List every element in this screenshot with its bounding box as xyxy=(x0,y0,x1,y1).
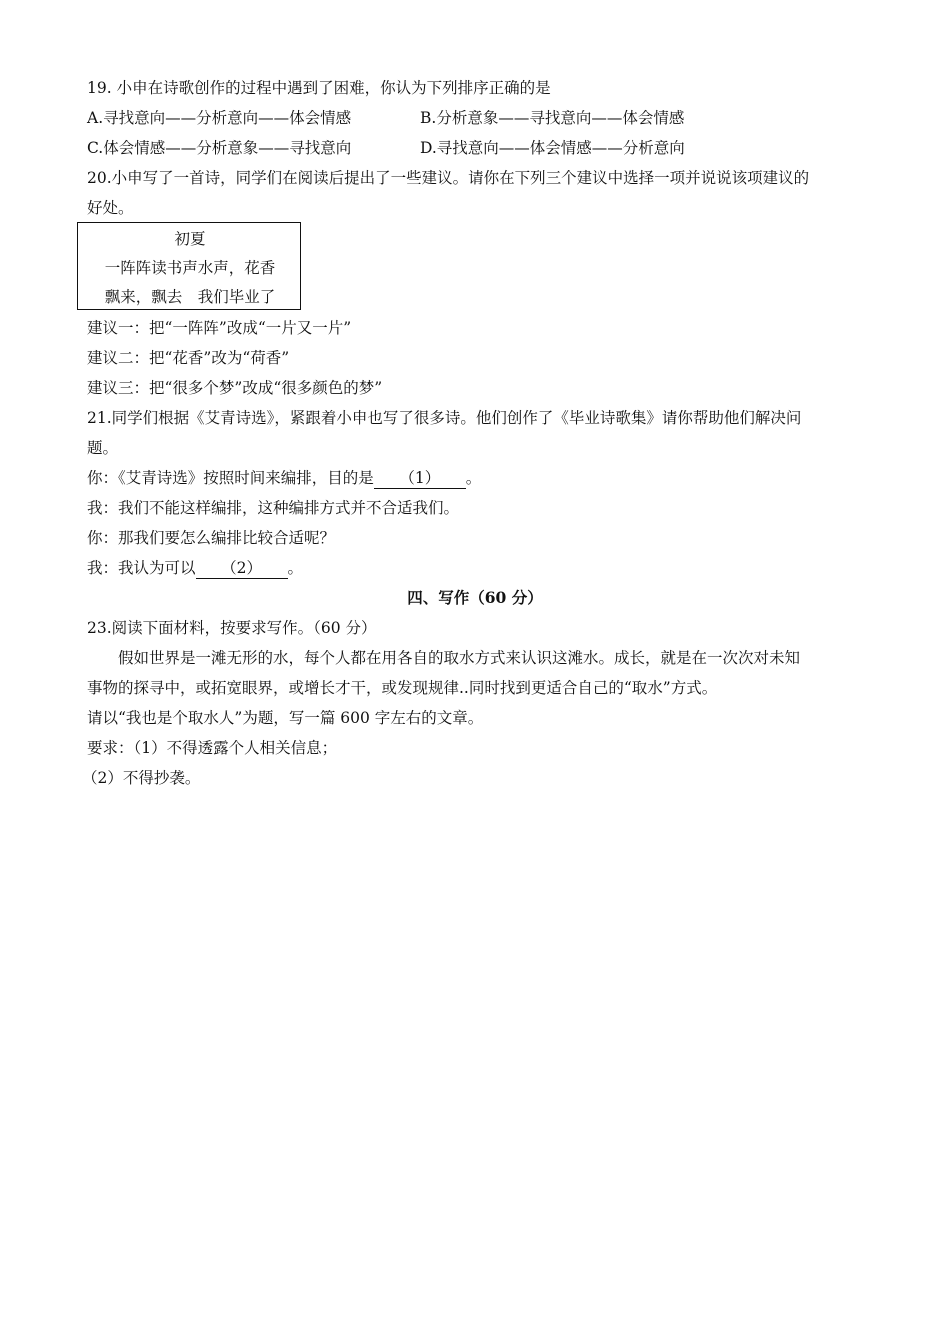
answer-blank-2[interactable]: （2） xyxy=(196,558,288,579)
poem-line-2: 飘来，飘去 我们毕业了 xyxy=(104,288,276,306)
answer-blank-1[interactable]: （1） xyxy=(374,468,466,489)
q23-requirement-2: （2）不得抄袭。 xyxy=(82,769,201,787)
q23-stem: 23.阅读下面材料，按要求写作。（60 分） xyxy=(87,619,377,637)
q23-task: 请以“我也是个取水人”为题，写一篇 600 字左右的文章。 xyxy=(87,709,484,727)
dialog-line-2: 我：我们不能这样编排，这种编排方式并不合适我们。 xyxy=(87,499,460,517)
poem-line-1: 一阵阵读书声水声，花香 xyxy=(104,259,276,277)
dialog-line-1 xyxy=(87,468,481,489)
q19-option-c: C.体会情感——分析意象——寻找意向 xyxy=(87,139,352,157)
q23-material-line1: 假如世界是一滩无形的水，每个人都在用各自的取水方式来认识这滩水。成长，就是在一次次对未知 xyxy=(118,649,801,667)
q19-option-b: B.分析意象——寻找意向——体会情感 xyxy=(420,109,685,127)
q20-stem-line2: 好处。 xyxy=(87,199,134,217)
q23-material-line2: 事物的探寻中，或拓宽眼界，或增长才干，或发现规律..同时找到更适合自己的“取水”方式。 xyxy=(87,679,718,697)
q20-stem-line1: 20.小申写了一首诗，同学们在阅读后提出了一些建议。请你在下列三个建议中选择一项并说说该项建议的 xyxy=(87,169,810,187)
q23-requirement-1: 要求：（1）不得透露个人相关信息； xyxy=(87,739,338,757)
dialog-line-3: 你：那我们要怎么编排比较合适呢？ xyxy=(87,529,336,547)
q19-stem: 19. 小申在诗歌创作的过程中遇到了困难，你认为下列排序正确的是 xyxy=(87,79,551,97)
q21-stem-line1: 21.同学们根据《艾青诗选》，紧跟着小申也写了很多诗。他们创作了《毕业诗歌集》请你帮助他们解决问 xyxy=(87,409,802,427)
section-heading-writing: 四、写作（60 分） xyxy=(407,588,543,607)
suggestion-3: 建议三：把“很多个梦”改成“很多颜色的梦” xyxy=(87,379,383,397)
dialog-4-suffix: 。 xyxy=(287,559,304,577)
suggestion-1: 建议一：把“一阵阵”改成“一片又一片” xyxy=(87,319,352,337)
dialog-4-prefix: 我：我认为可以 xyxy=(87,559,196,577)
q19-option-a: A.寻找意向——分析意向——体会情感 xyxy=(87,109,352,127)
dialog-1-suffix: 。 xyxy=(465,469,482,487)
poem-title: 初夏 xyxy=(174,230,206,248)
poem-box xyxy=(77,222,301,310)
q19-option-d: D.寻找意向——体会情感——分析意向 xyxy=(420,139,685,157)
dialog-line-4 xyxy=(87,558,303,579)
suggestion-2: 建议二：把“花香”改为“荷香” xyxy=(87,349,290,367)
dialog-1-prefix: 你：《艾青诗选》按照时间来编排，目的是 xyxy=(87,469,374,487)
q21-stem-line2: 题。 xyxy=(87,439,119,457)
